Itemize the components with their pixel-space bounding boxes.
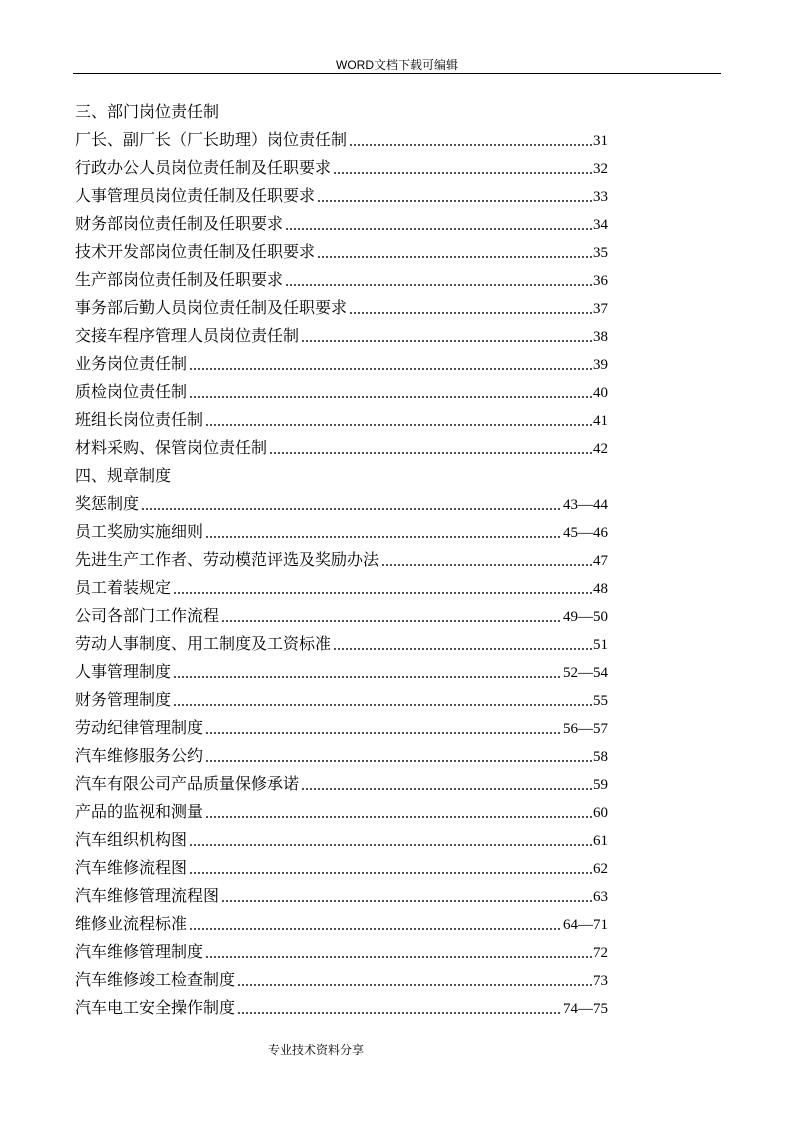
toc-entry-title: 劳动人事制度、用工制度及工资标准	[75, 636, 332, 653]
toc-entry	[75, 351, 608, 379]
toc-entry-title: 奖惩制度	[75, 496, 140, 513]
toc-leader-dots	[285, 267, 592, 295]
toc-entry-page: 62	[593, 861, 608, 877]
toc-entry	[75, 715, 608, 743]
toc-entry	[75, 127, 608, 155]
toc-entry	[75, 183, 608, 211]
toc-entry-title: 人事管理制度	[75, 664, 172, 681]
toc-entry	[75, 883, 608, 911]
toc-entry-page: 49—50	[563, 609, 608, 625]
toc-leader-dots	[205, 715, 562, 743]
toc-leader-dots	[285, 211, 592, 239]
toc-leader-dots	[221, 883, 592, 911]
toc-leader-dots	[333, 155, 592, 183]
toc-entry	[75, 323, 608, 351]
toc-entry	[75, 211, 608, 239]
toc-leader-dots	[381, 547, 592, 575]
toc-entry-title: 汽车维修竣工检查制度	[75, 972, 236, 989]
toc-leader-dots	[205, 939, 592, 967]
toc-entry-title: 人事管理员岗位责任制及任职要求	[75, 188, 316, 205]
toc-entry-page: 64—71	[563, 917, 608, 933]
toc-entry-title: 员工奖励实施细则	[75, 524, 204, 541]
toc-entry-page: 52—54	[563, 665, 608, 681]
toc-leader-dots	[189, 911, 562, 939]
toc-entry	[75, 939, 608, 967]
toc-entry	[75, 267, 608, 295]
toc-entry	[75, 827, 608, 855]
toc-entry-title: 劳动纪律管理制度	[75, 720, 204, 737]
toc-leader-dots	[205, 743, 592, 771]
toc-entry-page: 42	[593, 441, 608, 457]
toc-entry-page: 48	[593, 581, 608, 597]
toc-entry-page: 39	[593, 357, 608, 373]
toc-entry	[75, 995, 608, 1023]
toc-entry-title: 财务部岗位责任制及任职要求	[75, 216, 284, 233]
toc-entry-title: 厂长、副厂长（厂长助理）岗位责任制	[75, 132, 348, 149]
toc-entry-page: 72	[593, 945, 608, 961]
toc-leader-dots	[205, 799, 592, 827]
toc-entry-title: 先进生产工作者、劳动模范评选及奖励办法	[75, 552, 380, 569]
toc-entry-page: 34	[593, 217, 608, 233]
toc-entry-title: 质检岗位责任制	[75, 384, 188, 401]
toc-entry	[75, 435, 608, 463]
toc-entry	[75, 239, 608, 267]
toc-entry-title: 员工着装规定	[75, 580, 172, 597]
toc-entry-title: 班组长岗位责任制	[75, 412, 204, 429]
toc-entry-page: 35	[593, 245, 608, 261]
toc-entry-page: 61	[593, 833, 608, 849]
toc-leader-dots	[205, 407, 592, 435]
toc-entry	[75, 799, 608, 827]
toc-entry	[75, 407, 608, 435]
toc-entry-title: 汽车维修管理流程图	[75, 888, 220, 905]
toc-entry-page: 56—57	[563, 721, 608, 737]
toc-leader-dots	[173, 687, 592, 715]
toc-entry-title: 汽车维修服务公约	[75, 748, 204, 765]
toc-entry	[75, 855, 608, 883]
toc-entry-title: 财务管理制度	[75, 692, 172, 709]
toc-leader-dots	[237, 967, 592, 995]
toc-leader-dots	[205, 519, 562, 547]
toc-entry-title: 业务岗位责任制	[75, 356, 188, 373]
toc-leader-dots	[349, 295, 592, 323]
toc-entry	[75, 547, 608, 575]
toc-entry-page: 55	[593, 693, 608, 709]
toc-entry-title: 汽车维修流程图	[75, 860, 188, 877]
toc-entry-title: 产品的监视和测量	[75, 804, 204, 821]
toc-entry-title: 汽车电工安全操作制度	[75, 1000, 236, 1017]
toc-entry-page: 51	[593, 637, 608, 653]
toc-leader-dots	[269, 435, 592, 463]
toc-leader-dots	[189, 827, 592, 855]
toc-leader-dots	[317, 183, 592, 211]
toc-entry	[75, 379, 608, 407]
toc-leader-dots	[237, 995, 562, 1023]
toc-entry-page: 32	[593, 161, 608, 177]
toc-leader-dots	[141, 491, 562, 519]
toc-entry-page: 58	[593, 749, 608, 765]
toc-entry-title: 汽车维修管理制度	[75, 944, 204, 961]
toc-entry-page: 33	[593, 189, 608, 205]
toc-entry-title: 汽车有限公司产品质量保修承诺	[75, 776, 300, 793]
toc-entry	[75, 967, 608, 995]
toc-entry	[75, 603, 608, 631]
page-footer: 专业技术资料分享	[268, 1043, 365, 1057]
toc-entry-page: 38	[593, 329, 608, 345]
toc-entry-page: 60	[593, 805, 608, 821]
toc-entry-page: 41	[593, 413, 608, 429]
page-header: WORD文档下载可编辑	[73, 57, 721, 74]
table-of-contents	[75, 99, 608, 1023]
toc-leader-dots	[301, 323, 592, 351]
toc-entry-page: 59	[593, 777, 608, 793]
toc-leader-dots	[189, 379, 592, 407]
toc-entry-page: 43—44	[563, 497, 608, 513]
toc-entry-page: 36	[593, 273, 608, 289]
toc-leader-dots	[173, 659, 562, 687]
toc-entry-page: 74—75	[563, 1001, 608, 1017]
toc-entry-title: 交接车程序管理人员岗位责任制	[75, 328, 300, 345]
toc-entry-title: 事务部后勤人员岗位责任制及任职要求	[75, 300, 348, 317]
toc-entry	[75, 771, 608, 799]
toc-leader-dots	[173, 575, 592, 603]
toc-leader-dots	[317, 239, 592, 267]
toc-entry	[75, 911, 608, 939]
toc-entry-page: 45—46	[563, 525, 608, 541]
toc-entry-title: 材料采购、保管岗位责任制	[75, 440, 268, 457]
toc-entry-title: 公司各部门工作流程	[75, 608, 220, 625]
toc-leader-dots	[349, 127, 592, 155]
toc-entry	[75, 743, 608, 771]
toc-entry	[75, 687, 608, 715]
toc-leader-dots	[301, 771, 592, 799]
section-heading: 四、规章制度	[75, 468, 172, 485]
toc-entry-title: 行政办公人员岗位责任制及任职要求	[75, 160, 332, 177]
toc-entry-title: 技术开发部岗位责任制及任职要求	[75, 244, 316, 261]
toc-entry-page: 31	[593, 133, 608, 149]
toc-entry-title: 维修业流程标准	[75, 916, 188, 933]
toc-leader-dots	[333, 631, 592, 659]
toc-leader-dots	[221, 603, 562, 631]
toc-entry	[75, 575, 608, 603]
toc-entry-page: 47	[593, 553, 608, 569]
toc-entry	[75, 295, 608, 323]
toc-entry-page: 73	[593, 973, 608, 989]
toc-entry	[75, 491, 608, 519]
toc-entry-page: 37	[593, 301, 608, 317]
toc-entry	[75, 519, 608, 547]
toc-entry-page: 63	[593, 889, 608, 905]
toc-entry	[75, 155, 608, 183]
section-heading: 三、部门岗位责任制	[75, 104, 220, 121]
toc-entry-page: 40	[593, 385, 608, 401]
toc-entry-title: 生产部岗位责任制及任职要求	[75, 272, 284, 289]
toc-entry-title: 汽车组织机构图	[75, 832, 188, 849]
toc-leader-dots	[189, 855, 592, 883]
toc-entry	[75, 659, 608, 687]
toc-entry	[75, 631, 608, 659]
toc-leader-dots	[189, 351, 592, 379]
